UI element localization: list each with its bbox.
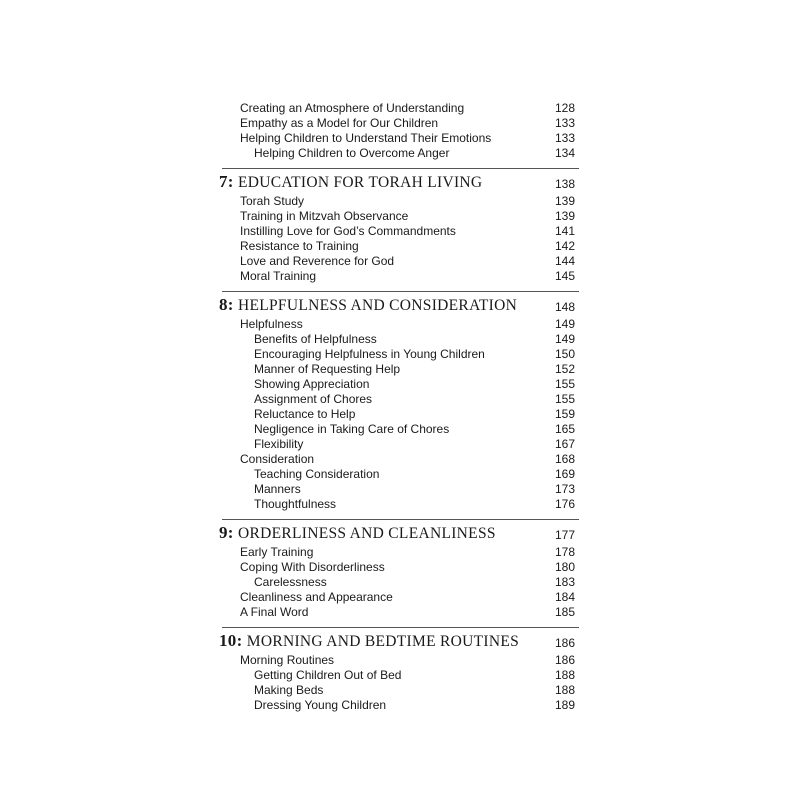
- page-number: 185: [554, 605, 575, 619]
- page-number: 144: [554, 254, 575, 268]
- entry-title: Helping Children to Understand Their Emotions: [240, 131, 492, 145]
- entry-title: Resistance to Training: [240, 239, 359, 253]
- toc-entry: [0, 605, 800, 620]
- page-number: 141: [554, 224, 575, 238]
- chapter-heading: [0, 295, 800, 315]
- entry-title: Showing Appreciation: [254, 377, 370, 391]
- page-number: 167: [554, 437, 575, 451]
- entry-title: Moral Training: [240, 269, 317, 283]
- entry-title: Consideration: [240, 452, 315, 466]
- entry-title: Manner of Requesting Help: [254, 362, 401, 376]
- toc-subentry: [0, 332, 800, 347]
- page-number: 149: [554, 317, 575, 331]
- toc-subentry: [0, 497, 800, 512]
- entry-title: Torah Study: [240, 194, 305, 208]
- entry-title: Instilling Love for God’s Commandments: [240, 224, 456, 238]
- toc-entry: [0, 194, 800, 209]
- page-number: 155: [554, 392, 575, 406]
- entry-title: Thoughtfulness: [254, 497, 337, 511]
- chapter-number: 10:: [219, 631, 243, 650]
- entry-title: Teaching Consideration: [254, 467, 380, 481]
- toc-entry: [0, 131, 800, 146]
- page-number: 180: [554, 560, 575, 574]
- entry-title: Cleanliness and Appearance: [240, 590, 393, 604]
- entry-title: Assignment of Chores: [254, 392, 373, 406]
- toc-subentry: [0, 698, 800, 713]
- chapter-divider: [222, 627, 579, 628]
- entry-title: Early Training: [240, 545, 314, 559]
- page-number: 139: [554, 194, 575, 208]
- page-number: 165: [554, 422, 575, 436]
- toc-subentry: [0, 437, 800, 452]
- page-number: 139: [554, 209, 575, 223]
- entry-title: Training in Mitzvah Observance: [240, 209, 409, 223]
- toc-subentry: [0, 683, 800, 698]
- page-number: 177: [554, 528, 575, 542]
- toc-entry: [0, 116, 800, 131]
- toc-subentry: [0, 575, 800, 590]
- toc-entry: [0, 239, 800, 254]
- page-number: 188: [554, 683, 575, 697]
- page-number: 138: [554, 177, 575, 191]
- page-number: 159: [554, 407, 575, 421]
- page-number: 134: [554, 146, 575, 160]
- page-number: 189: [554, 698, 575, 712]
- toc-entry: [0, 317, 800, 332]
- entry-title: Helpfulness: [240, 317, 303, 331]
- entry-title: Manners: [254, 482, 301, 496]
- toc-entry: [0, 590, 800, 605]
- toc-entry: [0, 209, 800, 224]
- page-number: 152: [554, 362, 575, 376]
- entry-title: Flexibility: [254, 437, 304, 451]
- toc-entry: [0, 269, 800, 284]
- toc-subentry: [0, 377, 800, 392]
- entry-title: Benefits of Helpfulness: [254, 332, 377, 346]
- entry-title: Reluctance to Help: [254, 407, 356, 421]
- toc-subentry: [0, 392, 800, 407]
- entry-title: Carelessness: [254, 575, 327, 589]
- chapter-title: ORDERLINESS AND CLEANLINESS: [237, 525, 496, 542]
- chapter-heading: [0, 523, 800, 543]
- page-number: 155: [554, 377, 575, 391]
- toc-entry: [0, 560, 800, 575]
- chapter-divider: [222, 291, 579, 292]
- page-number: 169: [554, 467, 575, 481]
- page-number: 149: [554, 332, 575, 346]
- page-number: 133: [554, 131, 575, 145]
- toc-subentry: [0, 362, 800, 377]
- page-number: 173: [554, 482, 575, 496]
- toc-entry: [0, 254, 800, 269]
- toc-subentry: [0, 407, 800, 422]
- chapter-title: MORNING AND BEDTIME ROUTINES: [246, 633, 520, 650]
- toc-entry: [0, 545, 800, 560]
- chapter-title: EDUCATION FOR TORAH LIVING: [237, 174, 483, 191]
- chapter-divider: [222, 168, 579, 169]
- page-number: 188: [554, 668, 575, 682]
- page-number: 186: [554, 653, 575, 667]
- toc-subentry: [0, 482, 800, 497]
- chapter-heading: [0, 631, 800, 651]
- chapter-title: HELPFULNESS AND CONSIDERATION: [237, 297, 518, 314]
- page-number: 133: [554, 116, 575, 130]
- chapter-heading: [0, 172, 800, 192]
- toc-entry: [0, 224, 800, 239]
- toc-entry: [0, 452, 800, 467]
- entry-title: Helping Children to Overcome Anger: [254, 146, 450, 160]
- page-number: 176: [554, 497, 575, 511]
- entry-title: A Final Word: [240, 605, 309, 619]
- page-number: 184: [554, 590, 575, 604]
- toc-subentry: [0, 146, 800, 161]
- chapter-number: 7:: [219, 172, 234, 191]
- page-number: 186: [554, 636, 575, 650]
- chapter-divider: [222, 519, 579, 520]
- entry-title: Getting Children Out of Bed: [254, 668, 402, 682]
- chapter-number: 8:: [219, 295, 234, 314]
- toc-entry: [0, 653, 800, 668]
- chapter-number: 9:: [219, 523, 234, 542]
- toc-subentry: [0, 347, 800, 362]
- entry-title: Morning Routines: [240, 653, 335, 667]
- toc-subentry: [0, 467, 800, 482]
- page-number: 150: [554, 347, 575, 361]
- entry-title: Coping With Disorderliness: [240, 560, 385, 574]
- page-number: 168: [554, 452, 575, 466]
- page-number: 145: [554, 269, 575, 283]
- entry-title: Love and Reverence for God: [240, 254, 395, 268]
- entry-title: Negligence in Taking Care of Chores: [254, 422, 450, 436]
- page-number: 178: [554, 545, 575, 559]
- entry-title: Dressing Young Children: [254, 698, 387, 712]
- entry-title: Creating an Atmosphere of Understanding: [240, 101, 465, 115]
- toc-subentry: [0, 422, 800, 437]
- page-number: 148: [554, 300, 575, 314]
- page-number: 183: [554, 575, 575, 589]
- entry-title: Empathy as a Model for Our Children: [240, 116, 439, 130]
- entry-title: Encouraging Helpfulness in Young Children: [254, 347, 485, 361]
- toc-entry: [0, 101, 800, 116]
- page-number: 142: [554, 239, 575, 253]
- toc-subentry: [0, 668, 800, 683]
- page-number: 128: [554, 101, 575, 115]
- entry-title: Making Beds: [254, 683, 324, 697]
